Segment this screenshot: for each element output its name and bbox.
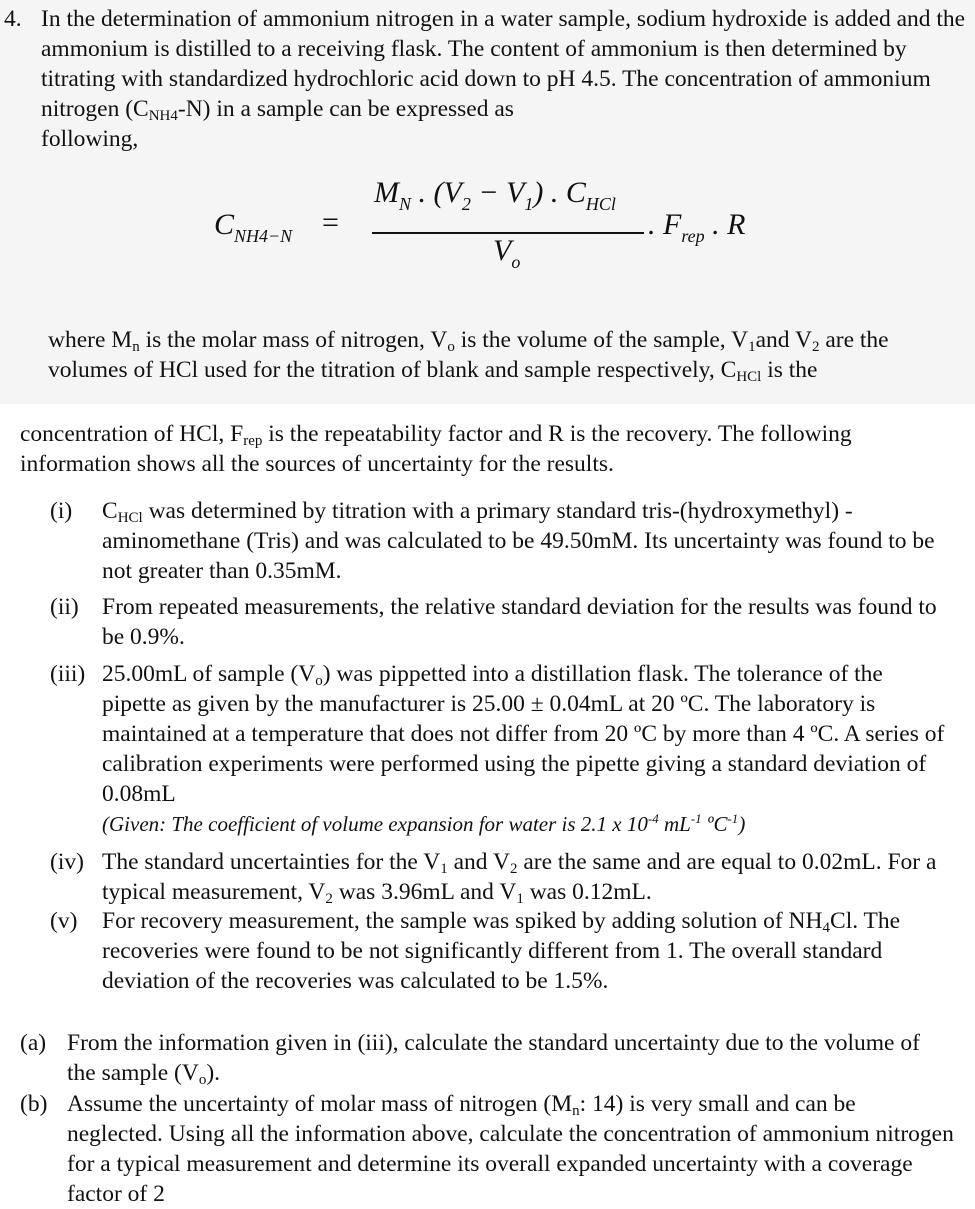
formula-lhs: $C_{NH4-N}$ xyxy=(214,208,293,246)
question-intro: In the determination of ammonium nitrogen in a water sample, sodium hydroxide is added and the ammonium is distilled to a receiving flask. The content of ammonium is then determined by titrating with standardized hydrochloric acid down to pH 4.5. The concentration of ammonium nitrogen $(C_{NH4}-N)$ in a sample can be expressed as following, xyxy=(41,6,966,152)
formula-equals: = xyxy=(322,206,339,239)
concentration-formula xyxy=(0,176,975,294)
given-note: (Given: The coefficient of volume expansion for water is 2.1 x $10^{-4}$ $mL^{-1}$ ºC$^{-1}$) xyxy=(102,811,746,836)
formula-numerator: $M_N$ . $(V_2 - V_1)$ . $C_{HCl}$ xyxy=(374,176,616,214)
definitions-continued: concentration of HCl, $F_{rep}$ is the repeatability factor and R is the recovery. The following information shows all the sources of uncertainty for the results. xyxy=(20,421,852,477)
fraction-bar xyxy=(372,232,644,234)
formula-tail: . $F_{rep}$ . R xyxy=(648,208,746,246)
question-number: 4. xyxy=(4,6,22,32)
formula-denominator: $V_o$ xyxy=(493,234,521,272)
variable-definitions: where $M_n$ is the molar mass of nitrogen, $V_o$ is the volume of the sample, $V_1and$ $V_2$ are the volumes of HCl used for the titration of blank and sample respectively, $C_{HCl}$ is the xyxy=(48,327,889,385)
